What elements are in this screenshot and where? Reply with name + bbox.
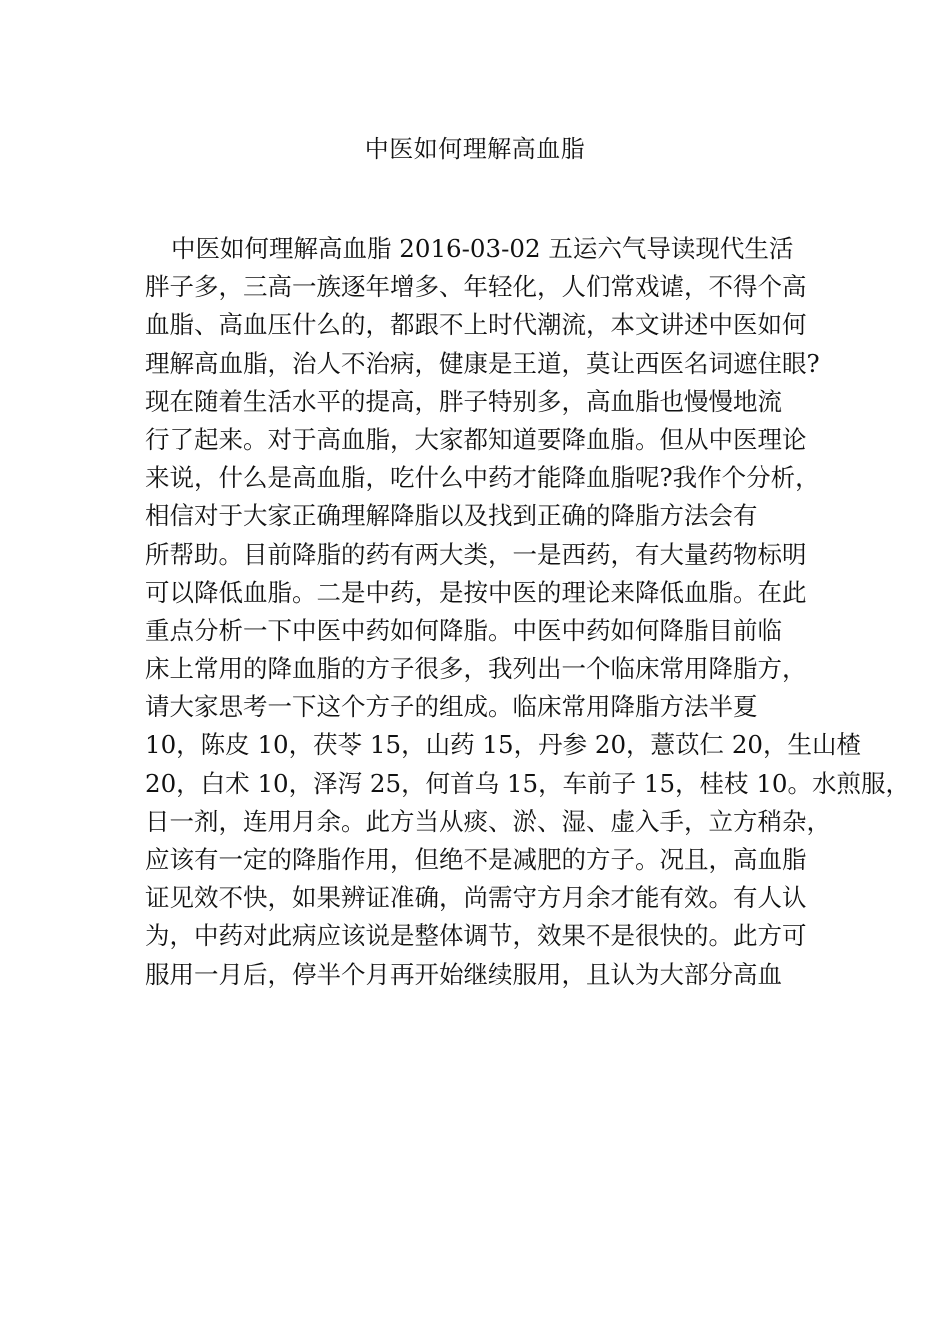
- body-line: 可以降低血脂。二是中药，是按中医的理论来降低血脂。在此: [145, 577, 807, 607]
- body-line: 中医如何理解高血脂 2016-03-02 五运六气导读现代生活: [171, 234, 794, 263]
- body-line: 理解高血脂，治人不治病，健康是王道，莫让西医名词遮住眼?: [145, 348, 820, 378]
- body-line: 重点分析一下中医中药如何降脂。中医中药如何降脂目前临: [145, 615, 782, 645]
- body-line: 为，中药对此病应该说是整体调节，效果不是很快的。此方可: [145, 921, 807, 951]
- document-title: 中医如何理解高血脂: [364, 135, 586, 163]
- body-line: 相信对于大家正确理解降脂以及找到正确的降脂方法会有: [145, 501, 758, 531]
- body-line: 胖子多，三高一族逐年增多、年轻化，人们常戏谑，不得个高: [145, 272, 807, 302]
- body-line: 血脂、高血压什么的，都跟不上时代潮流，本文讲述中医如何: [145, 310, 807, 340]
- body-line: 来说，什么是高血脂，吃什么中药才能降血脂呢?我作个分析，: [145, 463, 820, 493]
- body-line: 现在随着生活水平的提高，胖子特别多，高血脂也慢慢地流: [145, 386, 782, 416]
- body-line: 行了起来。对于高血脂，大家都知道要降血脂。但从中医理论: [145, 424, 807, 454]
- body-line: 应该有一定的降脂作用，但绝不是减肥的方子。况且，高血脂: [145, 845, 807, 874]
- body-line: 请大家思考一下这个方子的组成。临床常用降脂方法半夏: [145, 692, 758, 722]
- body-line: 证见效不快，如果辨证准确，尚需守方月余才能有效。有人认: [145, 883, 807, 913]
- body-line: 20，白术 10，泽泻 25，何首乌 15，车前子 15，桂枝 10。水煎服，: [145, 768, 910, 798]
- body-line: 所帮助。目前降脂的药有两大类，一是西药，有大量药物标明: [145, 539, 807, 569]
- body-line: 服用一月后，停半个月再开始继续服用，且认为大部分高血: [145, 959, 782, 989]
- body-line: 床上常用的降血脂的方子很多，我列出一个临床常用降脂方，: [145, 654, 807, 684]
- document-body: [145, 230, 910, 994]
- body-line: 10，陈皮 10，茯苓 15，山药 15，丹参 20，薏苡仁 20，生山楂: [145, 730, 861, 760]
- body-line: 日一剂，连用月余。此方当从痰、淤、湿、虚入手，立方稍杂，: [145, 806, 831, 836]
